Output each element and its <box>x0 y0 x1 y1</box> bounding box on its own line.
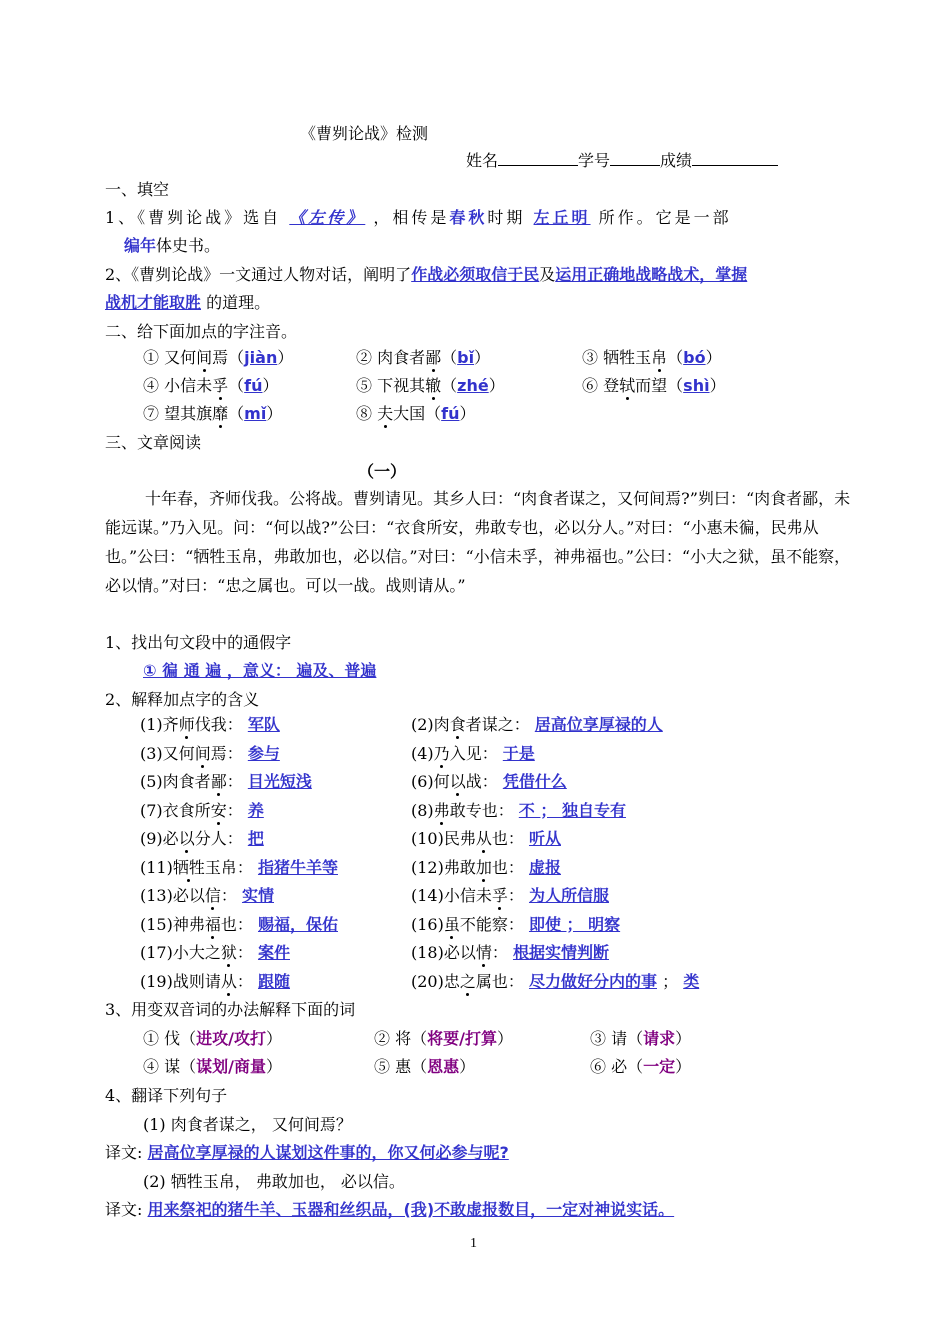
pinyin-answer: shì <box>683 376 710 395</box>
item-pre: 小大之 <box>172 943 221 962</box>
item-pre: 下视其 <box>377 376 426 395</box>
item-word: 惠 <box>395 1057 412 1076</box>
section-1-heading: 一、填空 <box>105 180 170 199</box>
dotted-char: 孚 <box>491 886 508 905</box>
definition-item <box>140 798 264 821</box>
pinyin-answer: mǐ <box>244 404 267 423</box>
item-pre: 望其旗 <box>164 404 213 423</box>
dotted-char: 弗 <box>433 800 450 820</box>
item-post: ： <box>491 943 508 962</box>
item-pre: 肉食者 <box>162 772 211 791</box>
definition-answer: 为人所信服 <box>528 886 609 905</box>
item-post: 谋之： <box>481 715 530 734</box>
dotted-char: 加 <box>475 857 492 877</box>
dotted-char: 以 <box>449 772 466 791</box>
double-word-answer: 将要/打算 <box>427 1029 497 1048</box>
pinyin-item: ③ 牺牲玉帛（bó） <box>582 348 722 367</box>
definition-answer: 指猪牛羊等 <box>257 857 338 877</box>
definition-answer: 尽力做好分内的事 <box>528 971 657 991</box>
dotted-char: 从 <box>475 829 492 848</box>
answer-period: 春秋 <box>449 208 488 227</box>
double-word-item: ④ 谋（谋划/商量） <box>143 1057 283 1076</box>
sentence-1: (1) 肉食者谋之， 又何间焉？ <box>143 1115 352 1134</box>
item-number: ⑤ <box>374 1057 391 1076</box>
dotted-char: 孚 <box>212 376 229 395</box>
item-post: 也： <box>491 829 524 848</box>
item-pre: 民弗 <box>443 829 476 848</box>
double-word-item: ③ 请（请求） <box>590 1029 692 1048</box>
dotted-char: 轼 <box>619 376 636 395</box>
item-pre: 小信未 <box>164 376 213 395</box>
definition-answer: 目光短浅 <box>247 772 312 791</box>
pinyin-item: ⑧ 夫大国（fú） <box>356 404 476 423</box>
item-pre: 肉食者 <box>377 348 426 367</box>
definition-item <box>411 826 561 849</box>
item-number: ④ <box>143 1057 160 1076</box>
item-pre: 神弗 <box>172 914 205 934</box>
item-number: ⑥ <box>590 1057 607 1076</box>
definition-answer: 于是 <box>502 743 535 763</box>
id-label: 学号 <box>578 151 611 170</box>
item-pre: 必 <box>162 829 179 848</box>
s3-q1-answer: ① 徧 通 遍 ，意义： 遍及、普遍 <box>143 661 377 680</box>
item-number: (5) <box>140 772 163 791</box>
definition-answer: 养 <box>247 800 264 820</box>
item-word: 谋 <box>164 1057 181 1076</box>
item-number: ② <box>374 1029 391 1048</box>
definition-item <box>411 798 626 821</box>
dotted-char: 福 <box>204 914 221 934</box>
item-post: 焉： <box>210 743 243 763</box>
item-number: (11) <box>140 857 173 877</box>
item-number: ① <box>143 1029 160 1048</box>
translation-2: 译文: 用来祭祀的猪牛羊、玉器和丝织品，(我)不敢虚报数目，一定对神说实话。 <box>105 1200 675 1219</box>
item-number: ③ <box>590 1029 607 1048</box>
item-number: (18) <box>411 943 444 962</box>
definition-answer: 跟随 <box>257 971 290 991</box>
definition-item <box>411 741 535 764</box>
answer-source: 《左传》 <box>289 208 366 227</box>
dotted-char: 鄙 <box>210 772 227 791</box>
definition-answer-extra: 类 <box>683 971 700 991</box>
item-post: ： <box>507 886 524 905</box>
s3-q4-label: 4、翻译下列句子 <box>105 1086 228 1105</box>
item-number: (4) <box>411 743 434 763</box>
item-post: 也： <box>491 857 524 877</box>
definition-item <box>140 912 338 935</box>
pinyin-answer: fú <box>244 376 263 395</box>
item-post: ： <box>236 971 253 991</box>
item-number: (14) <box>411 886 444 905</box>
item-number: (9) <box>140 829 163 848</box>
item-word: 请 <box>611 1029 628 1048</box>
item-number: ③ <box>582 348 599 367</box>
item-number: (2) <box>411 715 434 734</box>
item-number: ⑤ <box>356 376 373 395</box>
item-word: 将 <box>395 1029 412 1048</box>
dotted-char: 乃 <box>433 743 450 763</box>
pinyin-answer: bó <box>683 348 706 367</box>
definition-answer: 居高位享厚禄的人 <box>534 715 663 734</box>
definition-answer: 参与 <box>247 743 280 763</box>
dotted-char: 夫 <box>377 404 394 423</box>
s3-q2-label: 2、解释加点字的含义 <box>105 690 260 709</box>
definition-item <box>411 883 609 906</box>
pinyin-answer: bǐ <box>457 348 475 367</box>
item-post: 大国 <box>393 404 426 423</box>
double-word-answer: 请求 <box>643 1029 676 1048</box>
s1-q1-line2: 编年体史书。 <box>124 236 221 255</box>
dotted-char: 鄙 <box>425 348 442 367</box>
double-word-answer: 进攻/攻打 <box>196 1029 266 1048</box>
item-post: 焉 <box>212 348 229 367</box>
item-number: (3) <box>140 743 163 763</box>
pinyin-item: ⑥ 登轼而望（shì） <box>582 376 726 395</box>
pinyin-item: ⑦ 望其旗靡（mǐ） <box>143 404 283 423</box>
dotted-char: 虽 <box>443 914 460 934</box>
definition-item <box>411 712 663 735</box>
item-number: (16) <box>411 914 444 934</box>
dotted-char: 肉食者 <box>433 715 482 734</box>
item-pre: 必以 <box>443 943 476 962</box>
item-word: 必 <box>611 1057 628 1076</box>
definition-item <box>411 969 699 992</box>
double-word-item: ① 伐（进攻/攻打） <box>143 1029 283 1048</box>
definition-answer: 凭借什么 <box>502 772 567 791</box>
definition-item <box>411 912 620 935</box>
definition-answer: 实情 <box>241 886 274 905</box>
item-number: (19) <box>140 971 173 991</box>
item-pre: 弗敢 <box>443 857 476 877</box>
item-post: ： <box>220 886 237 905</box>
item-number: (1) <box>140 715 163 734</box>
item-word: 伐 <box>164 1029 181 1048</box>
s1-q2-line1: 2、《曹刿论战》一文通过人物对话，阐明了作战必须取信于民及运用正确地战略战术，掌握 <box>105 265 748 284</box>
id-blank[interactable] <box>610 151 660 166</box>
dotted-char: 忠之属 <box>443 971 492 991</box>
definition-answer: 即使 ； 明察 <box>528 914 621 934</box>
double-word-answer: 一定 <box>643 1057 676 1076</box>
definition-item <box>411 855 561 878</box>
item-pre: 齐 <box>162 715 179 734</box>
definition-item <box>411 769 567 792</box>
pinyin-item: ① 又何间焉（jiàn） <box>143 348 294 367</box>
item-pre: 衣食所 <box>162 800 211 820</box>
pinyin-answer: zhé <box>457 376 489 395</box>
item-pre: 又何 <box>164 348 197 367</box>
definition-item <box>140 769 312 792</box>
s1-q1-line1: 1、《曹刿论战》选自 《左传》 ，相传是春秋时期 左丘明 所作。它是一部 <box>105 208 732 227</box>
item-post: 不能察： <box>459 914 524 934</box>
definition-item <box>140 940 290 963</box>
item-number: (17) <box>140 943 173 962</box>
item-post: ： <box>236 943 253 962</box>
score-blank[interactable] <box>692 151 778 166</box>
answer-genre: 编年 <box>124 236 157 255</box>
item-number: ① <box>143 348 160 367</box>
item-pre: 登 <box>603 376 620 395</box>
dotted-char: 以 <box>178 829 195 848</box>
page-title: 《曹刿论战》检测 <box>300 124 429 143</box>
definition-item <box>140 741 280 764</box>
section-3-heading: 三、文章阅读 <box>105 433 202 452</box>
dotted-char: 靡 <box>212 404 229 423</box>
name-label: 姓名 <box>466 151 499 170</box>
item-post: 也： <box>491 971 524 991</box>
dotted-char: 间 <box>196 348 213 367</box>
student-info <box>466 148 778 171</box>
item-post: ： <box>226 800 243 820</box>
dotted-char: 安 <box>210 800 227 820</box>
double-word-answer: 恩惠 <box>427 1057 460 1076</box>
item-number: ② <box>356 348 373 367</box>
pinyin-answer: fú <box>441 404 460 423</box>
definition-item <box>140 712 280 735</box>
pinyin-item: ② 肉食者鄙（bǐ） <box>356 348 491 367</box>
item-pre: 何 <box>433 772 450 791</box>
dotted-char: 牺牲 <box>172 857 205 877</box>
translation-1: 译文: 居高位享厚禄的人谋划这件事的，你又何必参与呢? <box>105 1143 509 1162</box>
definition-answer: 案件 <box>257 943 290 962</box>
double-word-item: ② 将（将要/打算） <box>374 1029 514 1048</box>
item-number: (7) <box>140 800 163 820</box>
double-word-item: ⑥ 必（一定） <box>590 1057 692 1076</box>
item-pre: 又何 <box>162 743 195 763</box>
name-blank[interactable] <box>498 151 578 166</box>
item-post: 敢专也： <box>449 800 514 820</box>
score-label: 成绩 <box>660 151 693 170</box>
item-post: 分人： <box>194 829 243 848</box>
item-number: (13) <box>140 886 173 905</box>
s3-q3-label: 3、用变双音词的办法解释下面的词 <box>105 1000 356 1019</box>
item-number: (20) <box>411 971 444 991</box>
extra-separator: ； <box>662 971 679 991</box>
item-number: ⑧ <box>356 404 373 423</box>
definition-item <box>140 883 274 906</box>
item-post: 而望 <box>635 376 668 395</box>
item-pre: 必以 <box>172 886 205 905</box>
answer-q2-2a: 运用正确地战略战术，掌握 <box>555 265 748 284</box>
s1-q2-line2: 战机才能取胜 的道理。 <box>105 293 271 312</box>
definition-answer: 把 <box>247 829 264 848</box>
dotted-char: 间 <box>194 743 211 763</box>
dotted-char: 帛 <box>651 348 668 367</box>
dotted-char: 情 <box>475 943 492 962</box>
item-post: 玉帛： <box>204 857 253 877</box>
definition-answer: 根据实情判断 <box>512 943 609 962</box>
answer-author: 左丘明 <box>533 208 591 227</box>
item-number: (15) <box>140 914 173 934</box>
item-post: 入见： <box>449 743 498 763</box>
double-word-answer: 谋划/商量 <box>196 1057 266 1076</box>
definition-answer: 军队 <box>247 715 280 734</box>
dotted-char: 从 <box>220 971 237 991</box>
translation-1-text: 居高位享厚禄的人谋划这件事的，你又何必参与呢? <box>147 1143 509 1162</box>
translation-2-text: 用来祭祀的猪牛羊、玉器和丝织品，(我)不敢虚报数目，一定对神说实话。 <box>147 1200 675 1219</box>
definition-item <box>411 940 609 963</box>
section-2-heading: 二、给下面加点的字注音。 <box>105 322 298 341</box>
passage: 十年春，齐师伐我。公将战。曹刿请见。其乡人曰：“肉食者谋之，又何间焉?”刿曰：“肉食者鄙，未能远谋。”乃入见。问：“何以战?”公曰：“衣食所安，弗敢专也，必以分人。”对曰：“小惠未徧，民弗从也。”公曰：“牺牲玉帛，弗敢加也，必以信。”对曰：“小信未孚，神弗福也。”公曰：“小大之狱，虽不能察，必以情。”对曰：“忠之属也。可以一战。战则请从。” <box>105 489 851 595</box>
item-post: ： <box>226 772 243 791</box>
item-number: (12) <box>411 857 444 877</box>
definition-item <box>140 969 290 992</box>
dotted-char: 辙 <box>425 376 442 395</box>
page-number: 1 <box>470 1236 477 1251</box>
item-number: (8) <box>411 800 434 820</box>
item-pre: 牺牲玉 <box>603 348 652 367</box>
double-word-item: ⑤ 惠（恩惠） <box>374 1057 476 1076</box>
s3-q1-label: 1、找出句文段中的通假字 <box>105 633 292 652</box>
sentence-2: (2) 牺牲玉帛， 弗敢加也， 必以信。 <box>143 1172 405 1191</box>
dotted-char: 师 <box>178 715 195 734</box>
item-number: (6) <box>411 772 434 791</box>
answer-q2-1: 作战必须取信于民 <box>411 265 540 284</box>
definition-answer: 不 ； 独自专有 <box>518 800 626 820</box>
pinyin-answer: jiàn <box>244 348 278 367</box>
item-number: (10) <box>411 829 444 848</box>
part-label: （一） <box>358 462 407 481</box>
pinyin-item: ④ 小信未孚（fú） <box>143 376 279 395</box>
definition-answer: 听从 <box>528 829 561 848</box>
definition-answer: 赐福，保佑 <box>257 914 338 934</box>
pinyin-item: ⑤ 下视其辙（zhé） <box>356 376 505 395</box>
definition-item <box>140 826 264 849</box>
dotted-char: 狱 <box>220 943 237 962</box>
item-post: 伐我： <box>194 715 243 734</box>
item-pre: 战则请 <box>172 971 221 991</box>
item-number: ⑦ <box>143 404 160 423</box>
definition-item <box>140 855 338 878</box>
item-post: 也： <box>220 914 253 934</box>
dotted-char: 信 <box>204 886 221 905</box>
definition-answer: 虚报 <box>528 857 561 877</box>
item-number: ⑥ <box>582 376 599 395</box>
item-post: 战： <box>465 772 498 791</box>
item-pre: 小信未 <box>443 886 492 905</box>
item-number: ④ <box>143 376 160 395</box>
answer-q2-2b: 战机才能取胜 <box>105 293 202 312</box>
